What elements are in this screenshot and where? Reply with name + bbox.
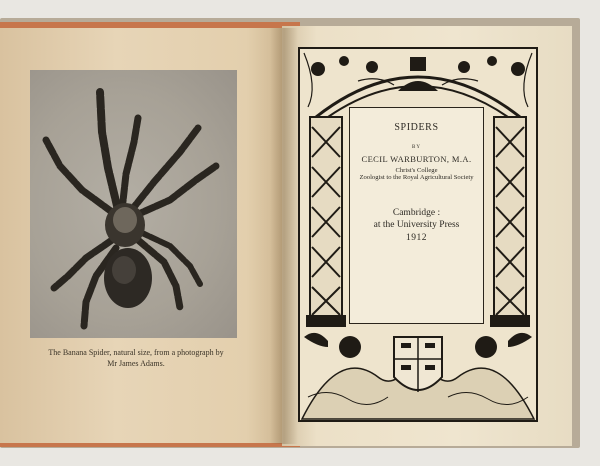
publication-year: 1912 [406, 233, 427, 243]
spider-illustration [30, 70, 237, 338]
book-title: SPIDERS [394, 122, 439, 133]
caption-line-1: The Banana Spider, natural size, from a photograph by [48, 348, 224, 357]
publisher-place: Cambridge : [392, 208, 441, 218]
author-role: Zoologist to the Royal Agricultural Society [359, 174, 474, 181]
author-name: CECIL WARBURTON, M.A. [361, 154, 472, 164]
publisher-name: at the University Press [373, 220, 460, 230]
author-college: Christ's College [395, 167, 438, 174]
caption-line-2: Mr James Adams. [107, 359, 165, 368]
book-gutter [270, 28, 298, 444]
by-label: BY [412, 145, 421, 150]
title-panel [349, 107, 484, 324]
photo-caption [26, 347, 246, 369]
spider-photograph [30, 70, 237, 338]
